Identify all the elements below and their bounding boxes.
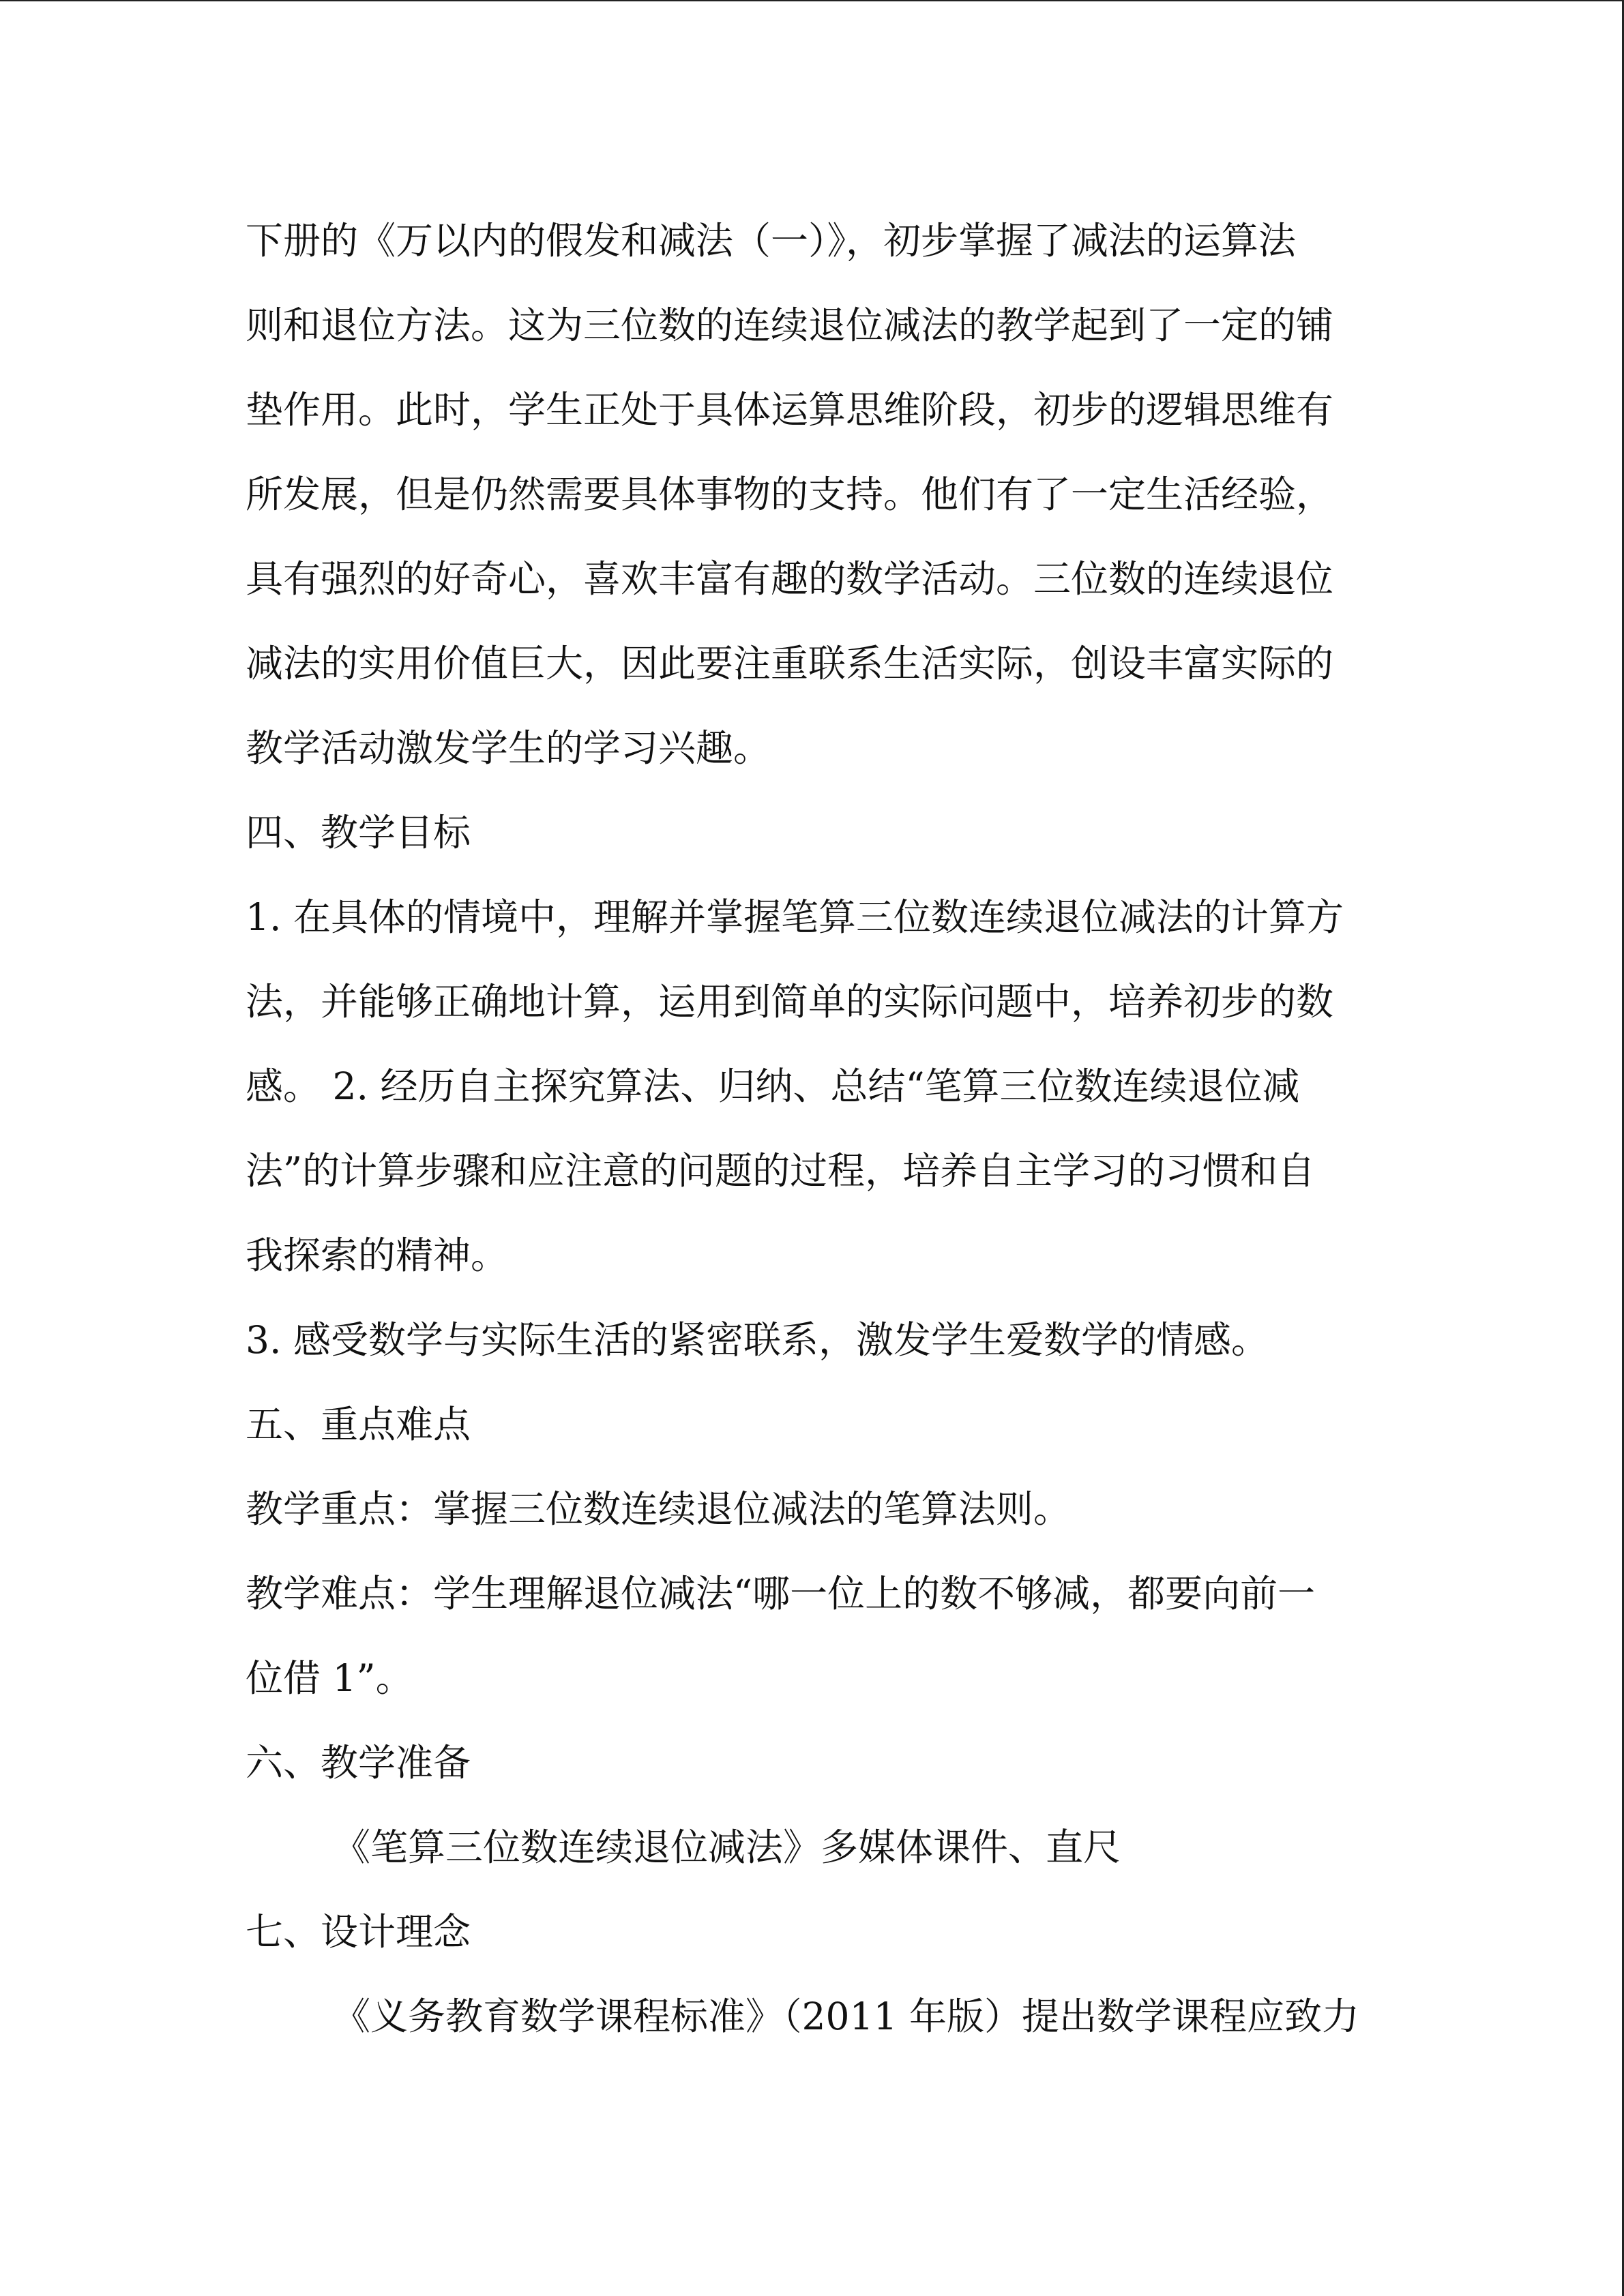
section-heading-preparation: 六、教学准备 — [246, 1741, 471, 1785]
section-heading-design-concept: 七、设计理念 — [246, 1910, 471, 1954]
paragraph-line: 法”的计算步骤和应注意的问题的过程，培养自主学习的习惯和自 — [246, 1149, 1316, 1193]
paragraph-line: 1. 在具体的情境中，理解并掌握笔算三位数连续退位减法的计算方 — [246, 895, 1344, 939]
paragraph-line: 则和退位方法。这为三位数的连续退位减法的教学起到了一定的铺 — [246, 303, 1334, 347]
paragraph-line: 教学难点：学生理解退位减法“哪一位上的数不够减，都要向前一 — [246, 1572, 1316, 1615]
section-heading-key-points: 五、重点难点 — [246, 1403, 471, 1446]
paragraph-line: 法，并能够正确地计算，运用到简单的实际问题中，培养初步的数 — [246, 980, 1334, 1024]
paragraph-line: 我探索的精神。 — [246, 1234, 509, 1277]
paragraph-line: 3. 感受数学与实际生活的紧密联系，激发学生爱数学的情感。 — [246, 1318, 1269, 1362]
paragraph-line: 《义务教育数学课程标准》（2011 年版）提出数学课程应致力 — [333, 1995, 1359, 2038]
paragraph-line: 具有强烈的好奇心，喜欢丰富有趣的数学活动。三位数的连续退位 — [246, 557, 1334, 601]
section-heading-objectives: 四、教学目标 — [246, 811, 471, 854]
paragraph-line: 教学活动激发学生的学习兴趣。 — [246, 726, 771, 770]
page-top-border — [0, 0, 1624, 1]
paragraph-line: 垫作用。此时，学生正处于具体运算思维阶段，初步的逻辑思维有 — [246, 388, 1334, 432]
paragraph-line: 减法的实用价值巨大，因此要注重联系生活实际，创设丰富实际的 — [246, 642, 1334, 685]
paragraph-line: 《笔算三位数连续退位减法》多媒体课件、直尺 — [333, 1825, 1121, 1869]
paragraph-line: 下册的《万以内的假发和减法（一）》，初步掌握了减法的运算法 — [246, 219, 1297, 263]
paragraph-line: 感。 2. 经历自主探究算法、归纳、总结“笔算三位数连续退位减 — [246, 1064, 1300, 1108]
paragraph-line: 教学重点：掌握三位数连续退位减法的笔算法则。 — [246, 1487, 1072, 1531]
paragraph-line: 位借 1”。 — [246, 1656, 413, 1700]
paragraph-line: 所发展，但是仍然需要具体事物的支持。他们有了一定生活经验， — [246, 473, 1334, 516]
